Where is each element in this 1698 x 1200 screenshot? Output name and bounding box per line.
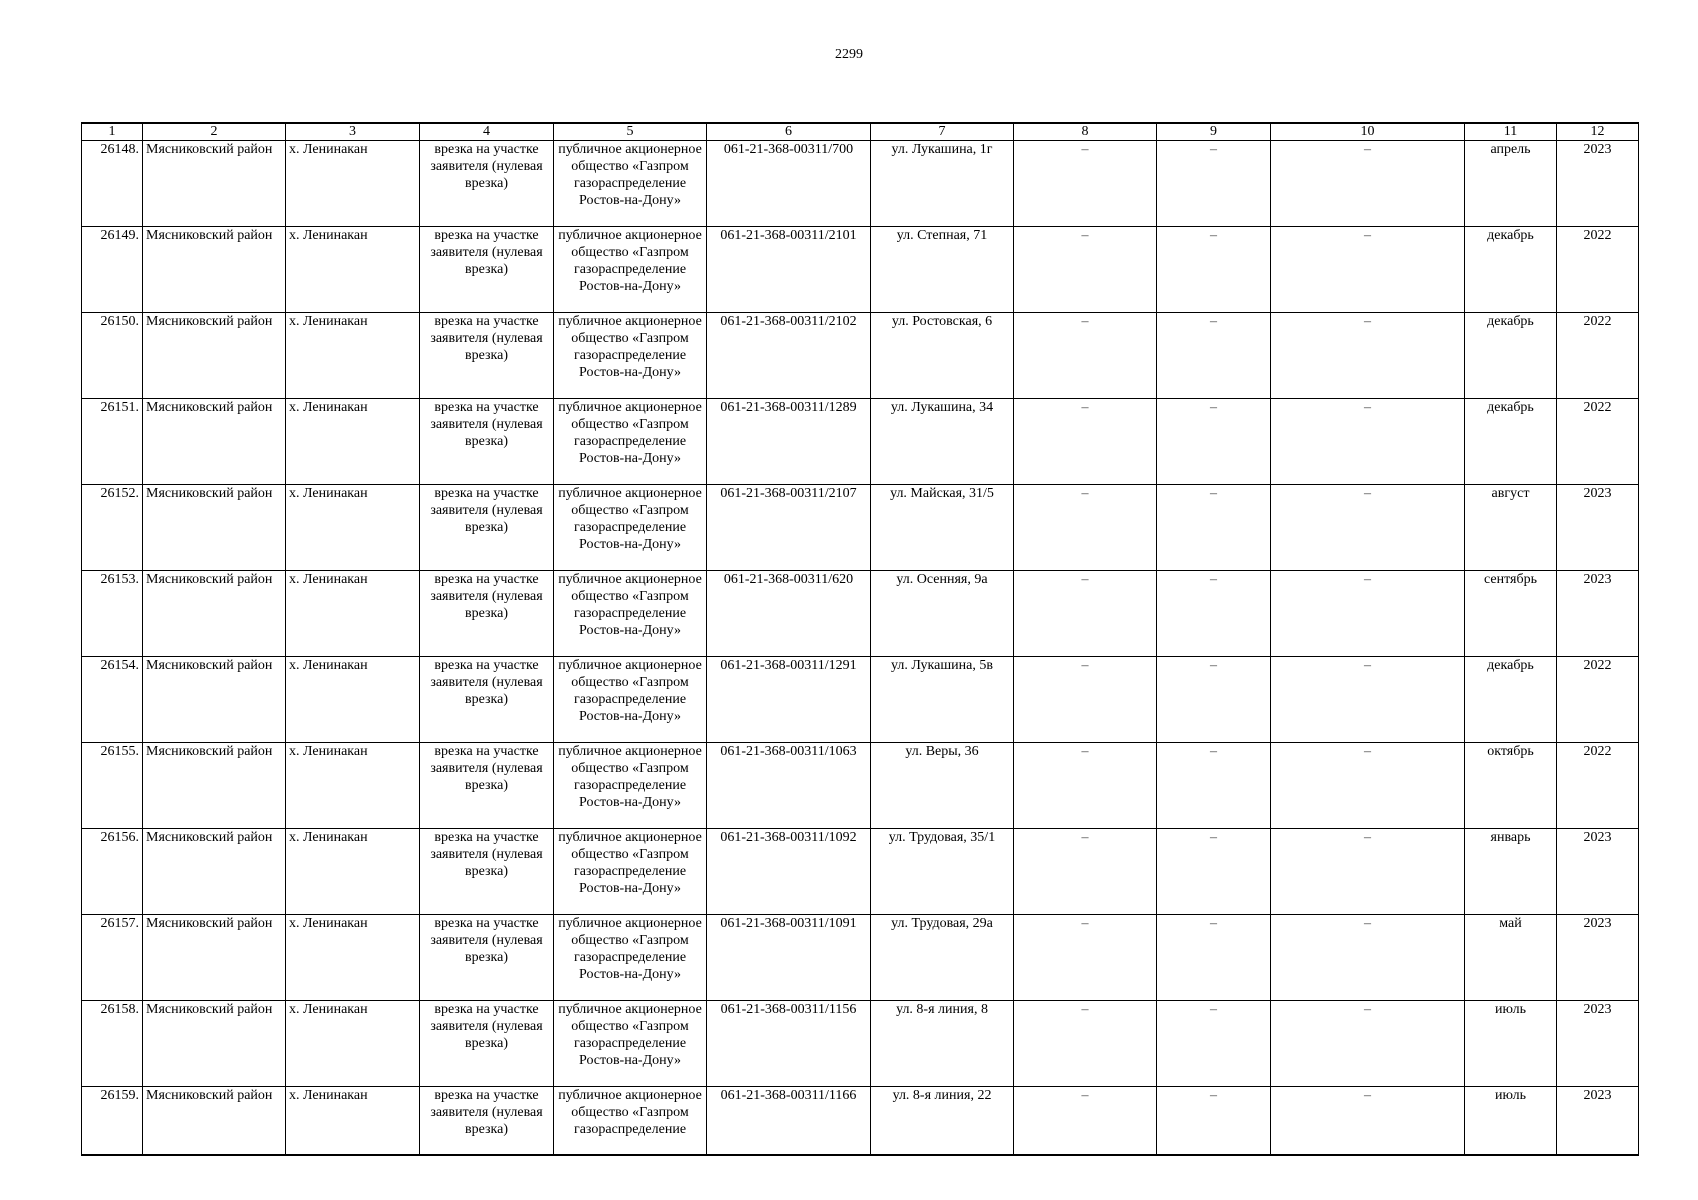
row-number: 26156. bbox=[82, 829, 143, 915]
organization-cell: публичное акционерное общество «Газпром газораспределение Ростов-на-Дону» bbox=[554, 571, 707, 657]
connection-method-cell: врезка на участке заявителя (нулевая врезка) bbox=[420, 313, 554, 399]
row-number: 26154. bbox=[82, 657, 143, 743]
application-code-cell: 061-21-368-00311/1092 bbox=[707, 829, 871, 915]
year-cell: 2022 bbox=[1557, 313, 1639, 399]
application-code-cell: 061-21-368-00311/2102 bbox=[707, 313, 871, 399]
organization-cell: публичное акционерное общество «Газпром газораспределение bbox=[554, 1087, 707, 1155]
column-8-cell: – bbox=[1014, 399, 1157, 485]
address-cell: ул. Лукашина, 1г bbox=[871, 141, 1014, 227]
row-number: 26148. bbox=[82, 141, 143, 227]
row-number: 26157. bbox=[82, 915, 143, 1001]
row-number: 26153. bbox=[82, 571, 143, 657]
application-code-cell: 061-21-368-00311/2101 bbox=[707, 227, 871, 313]
table-row bbox=[82, 485, 1639, 571]
address-cell: ул. 8-я линия, 8 bbox=[871, 1001, 1014, 1087]
table-row bbox=[82, 313, 1639, 399]
address-cell: ул. Степная, 71 bbox=[871, 227, 1014, 313]
district-cell: Мясниковский район bbox=[143, 141, 286, 227]
month-cell: декабрь bbox=[1465, 227, 1557, 313]
year-cell: 2023 bbox=[1557, 571, 1639, 657]
connection-method-cell: врезка на участке заявителя (нулевая врезка) bbox=[420, 399, 554, 485]
column-number-row bbox=[82, 123, 1639, 141]
column-10-cell: – bbox=[1271, 141, 1465, 227]
settlement-cell: х. Ленинакан bbox=[286, 743, 420, 829]
column-8-cell: – bbox=[1014, 915, 1157, 1001]
column-header: 9 bbox=[1157, 123, 1271, 141]
table-row bbox=[82, 399, 1639, 485]
connection-method-cell: врезка на участке заявителя (нулевая врезка) bbox=[420, 141, 554, 227]
column-9-cell: – bbox=[1157, 399, 1271, 485]
address-cell: ул. 8-я линия, 22 bbox=[871, 1087, 1014, 1155]
column-9-cell: – bbox=[1157, 571, 1271, 657]
row-number: 26155. bbox=[82, 743, 143, 829]
month-cell: январь bbox=[1465, 829, 1557, 915]
application-code-cell: 061-21-368-00311/620 bbox=[707, 571, 871, 657]
settlement-cell: х. Ленинакан bbox=[286, 227, 420, 313]
column-8-cell: – bbox=[1014, 485, 1157, 571]
year-cell: 2022 bbox=[1557, 743, 1639, 829]
settlement-cell: х. Ленинакан bbox=[286, 141, 420, 227]
column-10-cell: – bbox=[1271, 313, 1465, 399]
column-header: 6 bbox=[707, 123, 871, 141]
month-cell: август bbox=[1465, 485, 1557, 571]
table-row bbox=[82, 1087, 1639, 1155]
row-number: 26152. bbox=[82, 485, 143, 571]
column-8-cell: – bbox=[1014, 743, 1157, 829]
column-9-cell: – bbox=[1157, 829, 1271, 915]
year-cell: 2022 bbox=[1557, 657, 1639, 743]
column-8-cell: – bbox=[1014, 1087, 1157, 1155]
column-header: 4 bbox=[420, 123, 554, 141]
organization-cell: публичное акционерное общество «Газпром газораспределение Ростов-на-Дону» bbox=[554, 141, 707, 227]
column-9-cell: – bbox=[1157, 743, 1271, 829]
district-cell: Мясниковский район bbox=[143, 829, 286, 915]
organization-cell: публичное акционерное общество «Газпром газораспределение Ростов-на-Дону» bbox=[554, 829, 707, 915]
settlement-cell: х. Ленинакан bbox=[286, 571, 420, 657]
settlement-cell: х. Ленинакан bbox=[286, 915, 420, 1001]
address-cell: ул. Майская, 31/5 bbox=[871, 485, 1014, 571]
column-8-cell: – bbox=[1014, 1001, 1157, 1087]
address-cell: ул. Ростовская, 6 bbox=[871, 313, 1014, 399]
address-cell: ул. Лукашина, 34 bbox=[871, 399, 1014, 485]
application-code-cell: 061-21-368-00311/1091 bbox=[707, 915, 871, 1001]
settlement-cell: х. Ленинакан bbox=[286, 1001, 420, 1087]
district-cell: Мясниковский район bbox=[143, 313, 286, 399]
column-10-cell: – bbox=[1271, 743, 1465, 829]
connection-method-cell: врезка на участке заявителя (нулевая врезка) bbox=[420, 571, 554, 657]
column-10-cell: – bbox=[1271, 657, 1465, 743]
year-cell: 2023 bbox=[1557, 1087, 1639, 1155]
settlement-cell: х. Ленинакан bbox=[286, 313, 420, 399]
district-cell: Мясниковский район bbox=[143, 657, 286, 743]
page-number: 2299 bbox=[835, 47, 863, 62]
connection-method-cell: врезка на участке заявителя (нулевая врезка) bbox=[420, 485, 554, 571]
organization-cell: публичное акционерное общество «Газпром газораспределение Ростов-на-Дону» bbox=[554, 915, 707, 1001]
column-10-cell: – bbox=[1271, 571, 1465, 657]
column-10-cell: – bbox=[1271, 915, 1465, 1001]
row-number: 26151. bbox=[82, 399, 143, 485]
month-cell: май bbox=[1465, 915, 1557, 1001]
connection-method-cell: врезка на участке заявителя (нулевая врезка) bbox=[420, 1001, 554, 1087]
month-cell: июль bbox=[1465, 1001, 1557, 1087]
month-cell: октябрь bbox=[1465, 743, 1557, 829]
district-cell: Мясниковский район bbox=[143, 485, 286, 571]
year-cell: 2023 bbox=[1557, 485, 1639, 571]
column-header: 8 bbox=[1014, 123, 1157, 141]
district-cell: Мясниковский район bbox=[143, 1087, 286, 1155]
registry-table bbox=[81, 122, 1639, 1156]
month-cell: сентябрь bbox=[1465, 571, 1557, 657]
organization-cell: публичное акционерное общество «Газпром газораспределение Ростов-на-Дону» bbox=[554, 657, 707, 743]
application-code-cell: 061-21-368-00311/2107 bbox=[707, 485, 871, 571]
district-cell: Мясниковский район bbox=[143, 743, 286, 829]
district-cell: Мясниковский район bbox=[143, 399, 286, 485]
district-cell: Мясниковский район bbox=[143, 1001, 286, 1087]
district-cell: Мясниковский район bbox=[143, 915, 286, 1001]
organization-cell: публичное акционерное общество «Газпром газораспределение Ростов-на-Дону» bbox=[554, 313, 707, 399]
column-header: 5 bbox=[554, 123, 707, 141]
column-8-cell: – bbox=[1014, 571, 1157, 657]
table-row bbox=[82, 657, 1639, 743]
connection-method-cell: врезка на участке заявителя (нулевая врезка) bbox=[420, 829, 554, 915]
organization-cell: публичное акционерное общество «Газпром газораспределение Ростов-на-Дону» bbox=[554, 227, 707, 313]
application-code-cell: 061-21-368-00311/1156 bbox=[707, 1001, 871, 1087]
table-row bbox=[82, 227, 1639, 313]
application-code-cell: 061-21-368-00311/700 bbox=[707, 141, 871, 227]
application-code-cell: 061-21-368-00311/1291 bbox=[707, 657, 871, 743]
year-cell: 2023 bbox=[1557, 829, 1639, 915]
column-10-cell: – bbox=[1271, 1001, 1465, 1087]
column-9-cell: – bbox=[1157, 141, 1271, 227]
column-9-cell: – bbox=[1157, 657, 1271, 743]
column-9-cell: – bbox=[1157, 915, 1271, 1001]
row-number: 26158. bbox=[82, 1001, 143, 1087]
settlement-cell: х. Ленинакан bbox=[286, 829, 420, 915]
month-cell: апрель bbox=[1465, 141, 1557, 227]
organization-cell: публичное акционерное общество «Газпром газораспределение Ростов-на-Дону» bbox=[554, 399, 707, 485]
column-10-cell: – bbox=[1271, 1087, 1465, 1155]
address-cell: ул. Осенняя, 9а bbox=[871, 571, 1014, 657]
address-cell: ул. Лукашина, 5в bbox=[871, 657, 1014, 743]
column-9-cell: – bbox=[1157, 1087, 1271, 1155]
column-header: 12 bbox=[1557, 123, 1639, 141]
row-number: 26149. bbox=[82, 227, 143, 313]
settlement-cell: х. Ленинакан bbox=[286, 399, 420, 485]
connection-method-cell: врезка на участке заявителя (нулевая врезка) bbox=[420, 915, 554, 1001]
connection-method-cell: врезка на участке заявителя (нулевая врезка) bbox=[420, 657, 554, 743]
column-9-cell: – bbox=[1157, 485, 1271, 571]
table-row bbox=[82, 743, 1639, 829]
organization-cell: публичное акционерное общество «Газпром газораспределение Ростов-на-Дону» bbox=[554, 485, 707, 571]
column-header: 1 bbox=[82, 123, 143, 141]
address-cell: ул. Трудовая, 29а bbox=[871, 915, 1014, 1001]
column-10-cell: – bbox=[1271, 399, 1465, 485]
connection-method-cell: врезка на участке заявителя (нулевая врезка) bbox=[420, 227, 554, 313]
year-cell: 2023 bbox=[1557, 141, 1639, 227]
column-header: 10 bbox=[1271, 123, 1465, 141]
column-8-cell: – bbox=[1014, 227, 1157, 313]
table-row bbox=[82, 141, 1639, 227]
month-cell: декабрь bbox=[1465, 657, 1557, 743]
year-cell: 2023 bbox=[1557, 1001, 1639, 1087]
table-row bbox=[82, 1001, 1639, 1087]
application-code-cell: 061-21-368-00311/1166 bbox=[707, 1087, 871, 1155]
connection-method-cell: врезка на участке заявителя (нулевая врезка) bbox=[420, 1087, 554, 1155]
settlement-cell: х. Ленинакан bbox=[286, 657, 420, 743]
application-code-cell: 061-21-368-00311/1063 bbox=[707, 743, 871, 829]
year-cell: 2022 bbox=[1557, 399, 1639, 485]
column-10-cell: – bbox=[1271, 829, 1465, 915]
month-cell: декабрь bbox=[1465, 399, 1557, 485]
table-row bbox=[82, 571, 1639, 657]
column-8-cell: – bbox=[1014, 829, 1157, 915]
year-cell: 2022 bbox=[1557, 227, 1639, 313]
column-header: 11 bbox=[1465, 123, 1557, 141]
column-9-cell: – bbox=[1157, 1001, 1271, 1087]
column-10-cell: – bbox=[1271, 227, 1465, 313]
application-code-cell: 061-21-368-00311/1289 bbox=[707, 399, 871, 485]
district-cell: Мясниковский район bbox=[143, 571, 286, 657]
column-header: 3 bbox=[286, 123, 420, 141]
table-row bbox=[82, 829, 1639, 915]
district-cell: Мясниковский район bbox=[143, 227, 286, 313]
year-cell: 2023 bbox=[1557, 915, 1639, 1001]
settlement-cell: х. Ленинакан bbox=[286, 485, 420, 571]
column-8-cell: – bbox=[1014, 657, 1157, 743]
column-header: 7 bbox=[871, 123, 1014, 141]
column-8-cell: – bbox=[1014, 313, 1157, 399]
month-cell: декабрь bbox=[1465, 313, 1557, 399]
column-8-cell: – bbox=[1014, 141, 1157, 227]
column-10-cell: – bbox=[1271, 485, 1465, 571]
settlement-cell: х. Ленинакан bbox=[286, 1087, 420, 1155]
connection-method-cell: врезка на участке заявителя (нулевая врезка) bbox=[420, 743, 554, 829]
row-number: 26150. bbox=[82, 313, 143, 399]
organization-cell: публичное акционерное общество «Газпром газораспределение Ростов-на-Дону» bbox=[554, 743, 707, 829]
column-9-cell: – bbox=[1157, 313, 1271, 399]
month-cell: июль bbox=[1465, 1087, 1557, 1155]
column-9-cell: – bbox=[1157, 227, 1271, 313]
address-cell: ул. Веры, 36 bbox=[871, 743, 1014, 829]
organization-cell: публичное акционерное общество «Газпром газораспределение Ростов-на-Дону» bbox=[554, 1001, 707, 1087]
column-header: 2 bbox=[143, 123, 286, 141]
table-row bbox=[82, 915, 1639, 1001]
address-cell: ул. Трудовая, 35/1 bbox=[871, 829, 1014, 915]
row-number: 26159. bbox=[82, 1087, 143, 1155]
